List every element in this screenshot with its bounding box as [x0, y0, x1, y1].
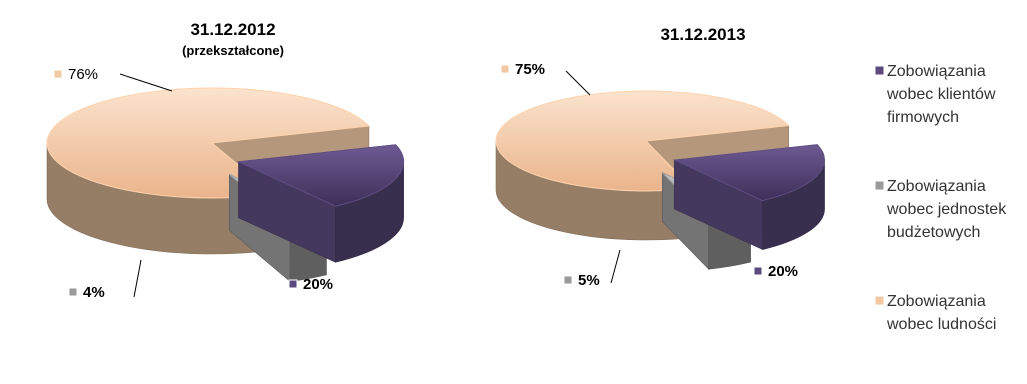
data-label-budzetowe [564, 250, 620, 289]
legend-swatch-firmowe [875, 66, 884, 75]
legend-label-budzetowe-1: Zobowiązania [887, 178, 986, 195]
legend-label-firmowe-2: wobec klientów [887, 86, 996, 103]
chart1-title: 31.12.2012 [190, 20, 276, 39]
data-label-swatch [564, 276, 572, 284]
data-label-text: 5% [578, 272, 600, 289]
data-label-text: 75% [515, 61, 546, 78]
pie-chart-2013 [496, 61, 825, 289]
data-label-firmowe [754, 263, 798, 280]
legend-label-ludnosc-1: Zobowiązania [887, 293, 986, 310]
data-label-swatch [754, 267, 762, 275]
data-label-text: 20% [768, 263, 799, 280]
data-label-swatch [69, 288, 77, 296]
chart2-title: 31.12.2013 [660, 25, 746, 44]
chart1-subtitle: (przekształcone) [182, 43, 284, 58]
data-label-text: 20% [303, 276, 334, 293]
data-label-ludnosc [501, 61, 590, 95]
legend-label-budzetowe-3: budżetowych [887, 224, 981, 241]
legend-swatch-budzetowe [875, 181, 884, 190]
data-label-swatch [501, 65, 509, 73]
legend-label-firmowe-3: firmowych [887, 109, 960, 126]
data-label-swatch [289, 280, 297, 288]
data-label-text: 4% [83, 284, 105, 301]
data-label-swatch [54, 70, 62, 78]
legend-label-firmowe-1: Zobowiązania [887, 63, 986, 80]
legend-swatch-ludnosc [875, 296, 884, 305]
data-label-ludnosc [54, 66, 172, 91]
pie-chart-2012 [47, 66, 404, 301]
data-label-budzetowe [69, 260, 141, 301]
legend-label-ludnosc-2: wobec ludności [887, 316, 997, 333]
data-label-text: 76% [68, 66, 99, 83]
legend [875, 63, 1007, 333]
legend-label-budzetowe-2: wobec jednostek [887, 201, 1007, 218]
